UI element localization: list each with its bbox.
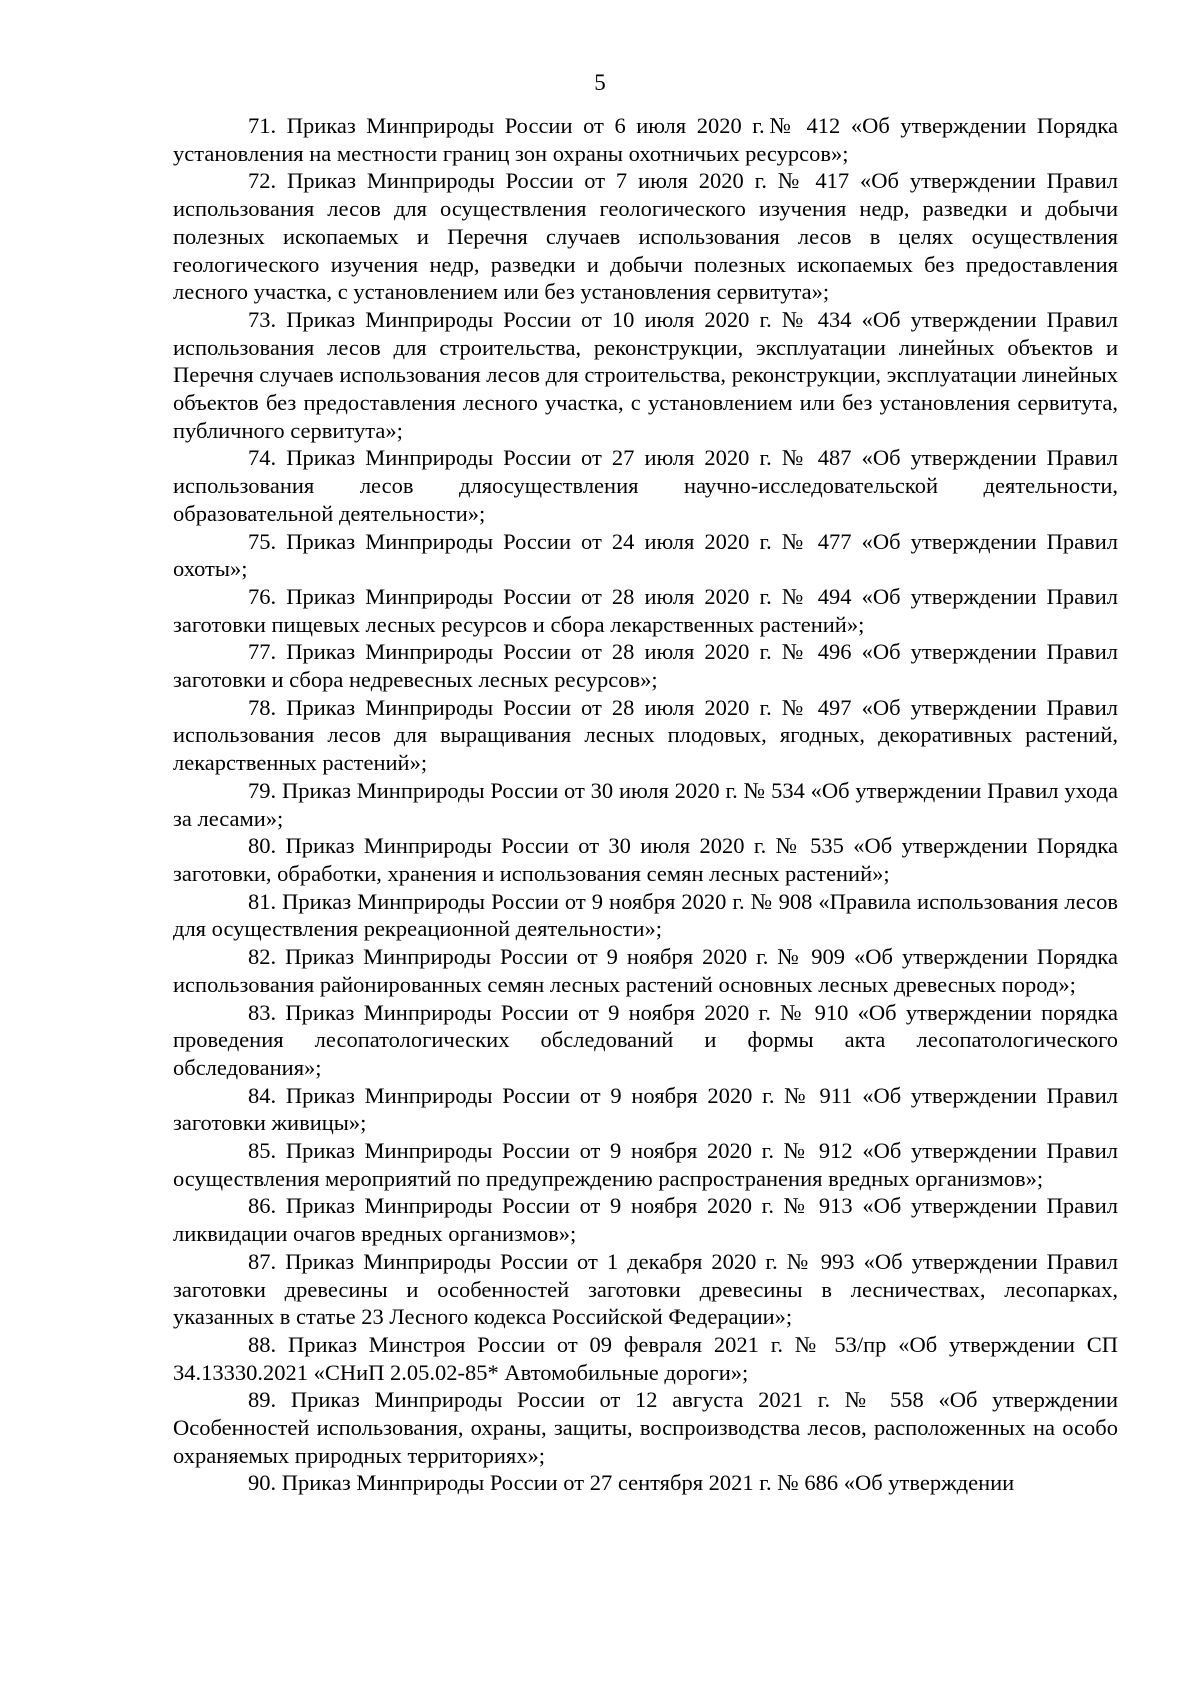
list-item: 88. Приказ Минстроя России от 09 февраля 2021 г. № 53/пр «Об утверждении СП 34.13330.2021 «СНиП 2.05.02-85* Автомобильные дороги»; (173, 1331, 1118, 1385)
list-item: 89. Приказ Минприроды России от 12 августа 2021 г. № 558 «Об утверждении Особенностей использования, охраны, защиты, воспроизводства лесов, расположенных на особо охраняемых природных территориях»; (173, 1387, 1118, 1468)
list-item: 75. Приказ Минприроды России от 24 июля 2020 г. № 477 «Об утверждении Правил охоты»; (173, 528, 1118, 582)
list-item: 83. Приказ Минприроды России от 9 ноября 2020 г. № 910 «Об утверждении порядка проведения лесопатологических обследований и формы акта лесопатологического обследования»; (173, 999, 1118, 1080)
list-item: 74. Приказ Минприроды России от 27 июля 2020 г. № 487 «Об утверждении Правил использования лесов дляосуществления научно-исследовательской деятельности, образовательной деятельности»; (173, 445, 1118, 526)
list-item: 87. Приказ Минприроды России от 1 декабря 2020 г. № 993 «Об утверждении Правил заготовки древесины и особенностей заготовки древесины в лесничествах, лесопарках, указанных в статье 23 Лесного кодекса Российской Федерации»; (173, 1248, 1118, 1330)
list-item: 81. Приказ Минприроды России от 9 ноября 2020 г. № 908 «Правила использования лесов для осуществления рекреационной деятельности»; (173, 888, 1118, 942)
list-item: 78. Приказ Минприроды России от 28 июля 2020 г. № 497 «Об утверждении Правил использования лесов для выращивания лесных плодовых, ягодных, декоративных растений, лекарственных растений»; (173, 694, 1118, 776)
list-item: 82. Приказ Минприроды России от 9 ноября 2020 г. № 909 «Об утверждении Порядка использования районированных семян лесных растений основных лесных древесных пород»; (173, 944, 1118, 997)
list-item: 79. Приказ Минприроды России от 30 июля 2020 г. № 534 «Об утверждении Правил ухода за лесами»; (173, 777, 1118, 831)
list-item: 85. Приказ Минприроды России от 9 ноября 2020 г. № 912 «Об утверждении Правил осуществления мероприятий по предупреждению распространения вредных организмов»; (173, 1138, 1118, 1191)
page-number: 5 (594, 70, 606, 95)
list-item: 86. Приказ Минприроды России от 9 ноября 2020 г. № 913 «Об утверждении Правил ликвидации очагов вредных организмов»; (173, 1193, 1118, 1247)
list-item: 72. Приказ Минприроды России от 7 июля 2020 г. № 417 «Об утверждении Правил использования лесов для осуществления геологического изучения недр, разведки и добычи полезных ископаемых и Перечня случаев использования лесов в целях осуществления геологического изучения недр, разведки и добычи полезных ископаемых без предоставления лесного участка, с установлением или без установления сервитута»; (173, 168, 1118, 305)
list-item: 90. Приказ Минприроды России от 27 сентября 2021 г. № 686 «Об утверждении (248, 1470, 1015, 1496)
list-item: 76. Приказ Минприроды России от 28 июля 2020 г. № 494 «Об утверждении Правил заготовки пищевых лесных ресурсов и сбора лекарственных растений»; (173, 583, 1118, 637)
list-item: 80. Приказ Минприроды России от 30 июля 2020 г. № 535 «Об утверждении Порядка заготовки, обработки, хранения и использования семян лесных растений»; (173, 833, 1118, 886)
list-item: 71. Приказ Минприроды России от 6 июля 2020 г.№ 412 «Об утверждении Порядка установления на местности границ зон охраны охотничьих ресурсов»; (173, 113, 1118, 166)
document-body (173, 112, 1118, 1497)
list-item: 84. Приказ Минприроды России от 9 ноября 2020 г. № 911 «Об утверждении Правил заготовки живицы»; (173, 1082, 1118, 1136)
list-item: 73. Приказ Минприроды России от 10 июля 2020 г. № 434 «Об утверждении Правил использования лесов для строительства, реконструкции, эксплуатации линейных объектов и Перечня случаев использования лесов для строительства, реконструкции, эксплуатации линейных объектов без предоставления лесного участка, с установлением или без установления сервитута, публичного сервитута»; (173, 306, 1118, 443)
list-item: 77. Приказ Минприроды России от 28 июля 2020 г. № 496 «Об утверждении Правил заготовки и сбора недревесных лесных ресурсов»; (173, 639, 1118, 693)
